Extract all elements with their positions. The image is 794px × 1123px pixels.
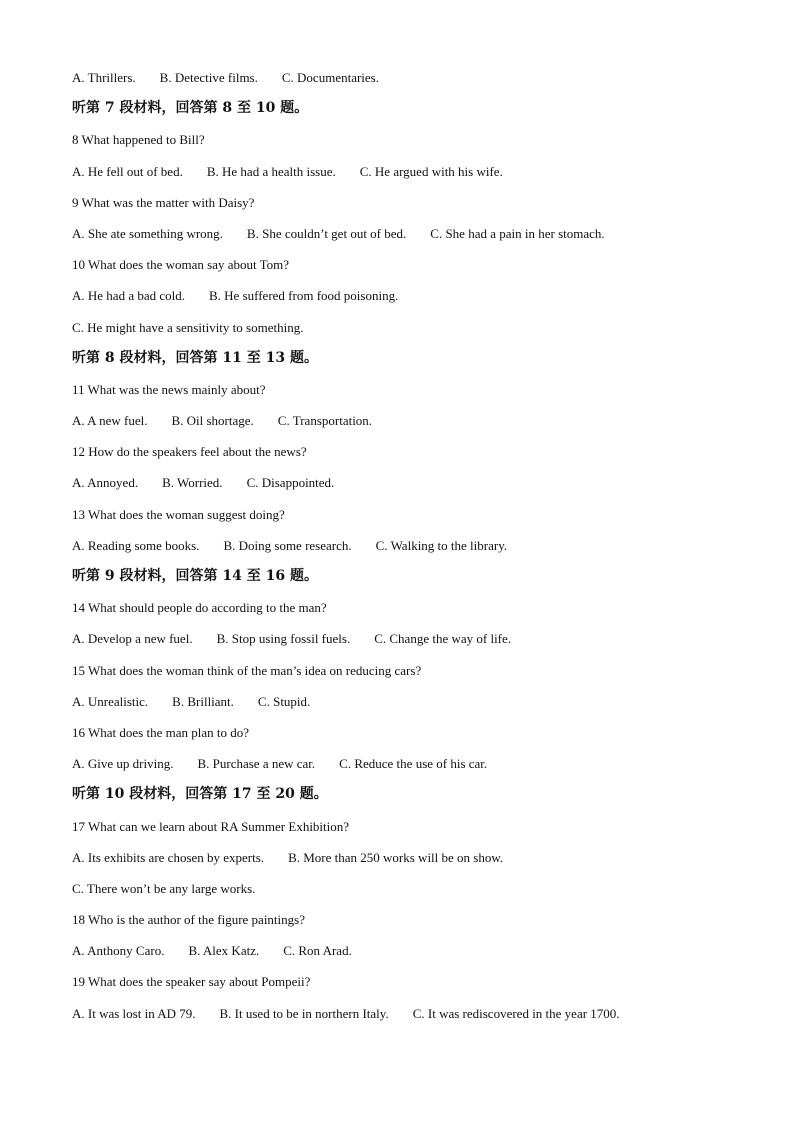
option-b: B. Purchase a new car. bbox=[197, 756, 316, 772]
option-b: B. Alex Katz. bbox=[188, 943, 260, 959]
option-a: A. He had a bad cold. bbox=[72, 288, 185, 304]
options-row bbox=[72, 312, 752, 343]
option-b: B. It used to be in northern Italy. bbox=[219, 1005, 389, 1021]
question-text: 13 What does the woman suggest doing? bbox=[72, 506, 285, 522]
option-a: A. Anthony Caro. bbox=[72, 943, 165, 959]
question-text: 8 What happened to Bill? bbox=[72, 132, 205, 148]
question-text: 15 What does the woman think of the man’s idea on reducing cars? bbox=[72, 662, 422, 678]
option-c: C. Transportation. bbox=[277, 413, 373, 429]
option-c: C. It was rediscovered in the year 1700. bbox=[412, 1005, 620, 1021]
options-row bbox=[72, 873, 752, 904]
option-b: B. He had a health issue. bbox=[206, 163, 336, 179]
option-b: B. Doing some research. bbox=[223, 537, 352, 553]
option-a: C. There won’t be any large works. bbox=[72, 880, 256, 896]
options-row bbox=[72, 62, 752, 93]
section-heading: 听第 8 段材料，回答第 11 至 13 题。 bbox=[72, 349, 318, 366]
option-b: B. Oil shortage. bbox=[171, 413, 254, 429]
question-text: 19 What does the speaker say about Pompeii? bbox=[72, 974, 311, 990]
section-heading: 听第 9 段材料，回答第 14 至 16 题。 bbox=[72, 568, 318, 584]
option-a: C. He might have a sensitivity to something. bbox=[72, 319, 304, 335]
question-text: 9 What was the matter with Daisy? bbox=[72, 194, 255, 210]
option-c: C. He argued with his wife. bbox=[359, 163, 503, 179]
options-row bbox=[72, 998, 752, 1029]
section-heading: 听第 7 段材料，回答第 8 至 10 题。 bbox=[72, 100, 309, 117]
option-b: B. Stop using fossil fuels. bbox=[216, 631, 351, 647]
option-c: C. She had a pain in her stomach. bbox=[430, 225, 605, 241]
section-heading: 听第 10 段材料，回答第 17 至 20 题。 bbox=[72, 786, 328, 803]
options-row bbox=[72, 748, 752, 779]
options-row bbox=[72, 280, 752, 311]
option-b: B. Worried. bbox=[162, 475, 223, 491]
option-b: B. He suffered from food poisoning. bbox=[209, 288, 399, 304]
option-a: A. Give up driving. bbox=[72, 756, 174, 772]
option-c: C. Walking to the library. bbox=[375, 537, 508, 553]
option-c: C. Documentaries. bbox=[281, 70, 379, 85]
options-row bbox=[72, 935, 752, 966]
question-text: 10 What does the woman say about Tom? bbox=[72, 257, 290, 273]
options-row bbox=[72, 218, 752, 249]
exam-page bbox=[72, 62, 752, 1029]
option-c: C. Change the way of life. bbox=[374, 631, 512, 647]
option-a: A. He fell out of bed. bbox=[72, 163, 183, 179]
option-c: C. Disappointed. bbox=[246, 475, 335, 491]
options-row bbox=[72, 686, 752, 717]
options-row bbox=[72, 623, 752, 654]
question-text: 17 What can we learn about RA Summer Exhibition? bbox=[72, 818, 350, 834]
option-a: A. A new fuel. bbox=[72, 413, 148, 429]
options-row bbox=[72, 156, 752, 187]
question-text: 16 What does the man plan to do? bbox=[72, 724, 250, 740]
option-a: A. Develop a new fuel. bbox=[72, 631, 193, 647]
options-row bbox=[72, 842, 752, 873]
option-c: C. Reduce the use of his car. bbox=[339, 756, 488, 772]
option-a: A. Unrealistic. bbox=[72, 693, 149, 709]
option-a: A. It was lost in AD 79. bbox=[72, 1005, 196, 1021]
option-b: B. She couldn’t get out of bed. bbox=[246, 225, 407, 241]
question-text: 18 Who is the author of the figure paintings? bbox=[72, 912, 305, 928]
option-b: B. Detective films. bbox=[159, 70, 258, 85]
option-a: A. Annoyed. bbox=[72, 475, 139, 491]
option-a: A. Thrillers. bbox=[72, 70, 136, 85]
option-a: A. Its exhibits are chosen by experts. bbox=[72, 849, 265, 865]
option-b: B. More than 250 works will be on show. bbox=[288, 849, 504, 865]
options-row bbox=[72, 530, 752, 561]
option-c: C. Ron Arad. bbox=[283, 943, 352, 959]
options-row bbox=[72, 405, 752, 436]
option-a: A. She ate something wrong. bbox=[72, 225, 223, 241]
question-text: 11 What was the news mainly about? bbox=[72, 381, 266, 397]
question-text: 12 How do the speakers feel about the news? bbox=[72, 444, 307, 460]
option-c: C. Stupid. bbox=[257, 693, 311, 709]
question-text: 14 What should people do according to the man? bbox=[72, 600, 327, 616]
options-row bbox=[72, 467, 752, 498]
option-b: B. Brilliant. bbox=[172, 693, 234, 709]
option-a: A. Reading some books. bbox=[72, 537, 200, 553]
